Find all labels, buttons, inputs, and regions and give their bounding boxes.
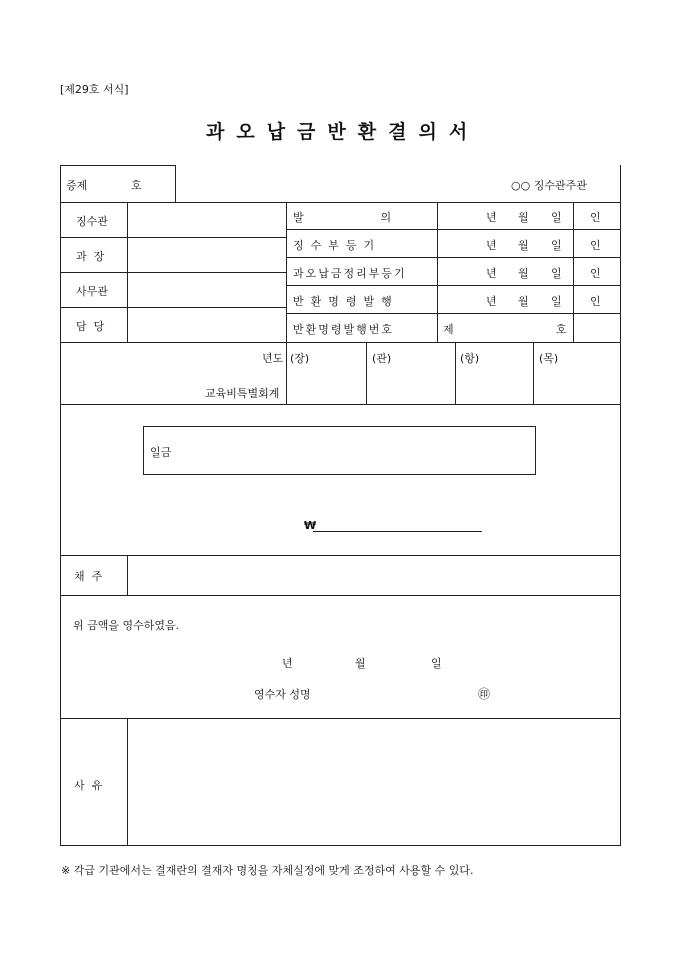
rule bbox=[455, 342, 456, 404]
rule bbox=[60, 165, 176, 166]
date-day: 일 bbox=[551, 267, 562, 280]
frame-bottom bbox=[60, 845, 621, 846]
budget-header-mok: (목) bbox=[539, 352, 559, 365]
receipt-day: 일 bbox=[431, 657, 442, 670]
date-row-label: 발 의 bbox=[293, 211, 392, 224]
rule bbox=[60, 555, 621, 556]
budget-year-label: 년도 bbox=[262, 352, 284, 365]
rule bbox=[437, 202, 438, 342]
cert-label: 증제 bbox=[66, 179, 88, 192]
reason-label: 사 유 bbox=[74, 779, 103, 792]
budget-header-jang: (장) bbox=[290, 352, 310, 365]
form-title: 과오납금반환결의서 bbox=[206, 121, 480, 143]
date-year: 년 bbox=[486, 295, 497, 308]
date-month: 월 bbox=[518, 295, 529, 308]
rule bbox=[60, 342, 621, 343]
date-row-label: 반 환 명 령 발 행 bbox=[293, 295, 392, 308]
amount-box[interactable] bbox=[143, 426, 536, 475]
date-month: 월 bbox=[518, 211, 529, 224]
agency-name: ○○ 징수관주관 bbox=[511, 179, 587, 192]
receipt-statement: 위 금액을 영수하였음. bbox=[73, 619, 180, 632]
frame-right bbox=[620, 165, 621, 846]
rule bbox=[60, 307, 287, 308]
rule bbox=[127, 555, 128, 595]
approver-label: 징수관 bbox=[76, 215, 108, 228]
seal-mark: 인 bbox=[590, 239, 601, 252]
rule bbox=[60, 404, 621, 405]
order-number-prefix: 제 bbox=[443, 323, 454, 336]
rule bbox=[286, 285, 621, 286]
amount-underline bbox=[313, 531, 482, 532]
rule bbox=[573, 202, 574, 342]
rule bbox=[366, 342, 367, 404]
approver-label: 사무관 bbox=[76, 285, 108, 298]
rule bbox=[175, 165, 176, 203]
rule bbox=[60, 272, 287, 273]
approver-label: 과 장 bbox=[76, 250, 105, 263]
rule bbox=[127, 718, 128, 846]
footnote: ※ 각급 기관에서는 결재란의 결재자 명칭을 자체실정에 맞게 조정하여 사용할 수 있다. bbox=[61, 864, 474, 877]
date-month: 월 bbox=[518, 267, 529, 280]
seal-mark: 인 bbox=[590, 295, 601, 308]
date-row-label: 과오납금정리부등기 bbox=[293, 267, 407, 280]
rule bbox=[60, 595, 621, 596]
budget-header-hang: (항) bbox=[460, 352, 480, 365]
form-number: [제29호 서식] bbox=[60, 83, 129, 96]
rule bbox=[533, 342, 534, 404]
date-day: 일 bbox=[551, 211, 562, 224]
date-day: 일 bbox=[551, 295, 562, 308]
date-year: 년 bbox=[486, 267, 497, 280]
date-month: 월 bbox=[518, 239, 529, 252]
rule bbox=[286, 202, 287, 404]
date-row-label: 징 수 부 등 기 bbox=[293, 239, 375, 252]
rule bbox=[60, 718, 621, 719]
approver-label: 담 당 bbox=[76, 320, 105, 333]
order-number-suffix: 호 bbox=[556, 323, 567, 336]
seal-mark: 인 bbox=[590, 267, 601, 280]
date-year: 년 bbox=[486, 239, 497, 252]
rule bbox=[60, 237, 287, 238]
rule bbox=[286, 257, 621, 258]
cert-suffix: 호 bbox=[131, 179, 142, 192]
receipt-seal: ㊞ bbox=[478, 687, 491, 701]
currency-symbol: ₩ bbox=[304, 519, 317, 532]
amount-label: 일금 bbox=[150, 446, 172, 459]
budget-account: 교육비특별회계 bbox=[205, 387, 280, 400]
frame-left bbox=[60, 165, 61, 846]
rule bbox=[286, 313, 621, 314]
date-year: 년 bbox=[486, 211, 497, 224]
date-day: 일 bbox=[551, 239, 562, 252]
receipt-month: 월 bbox=[355, 657, 366, 670]
receipt-year: 년 bbox=[282, 657, 293, 670]
creditor-label: 채 주 bbox=[74, 570, 103, 583]
seal-mark: 인 bbox=[590, 211, 601, 224]
receipt-name-label: 영수자 성명 bbox=[254, 688, 311, 701]
rule bbox=[286, 229, 621, 230]
budget-header-gwan: (관) bbox=[372, 352, 392, 365]
order-number-label: 반환명령발행번호 bbox=[293, 323, 395, 336]
frame-top bbox=[60, 202, 621, 203]
